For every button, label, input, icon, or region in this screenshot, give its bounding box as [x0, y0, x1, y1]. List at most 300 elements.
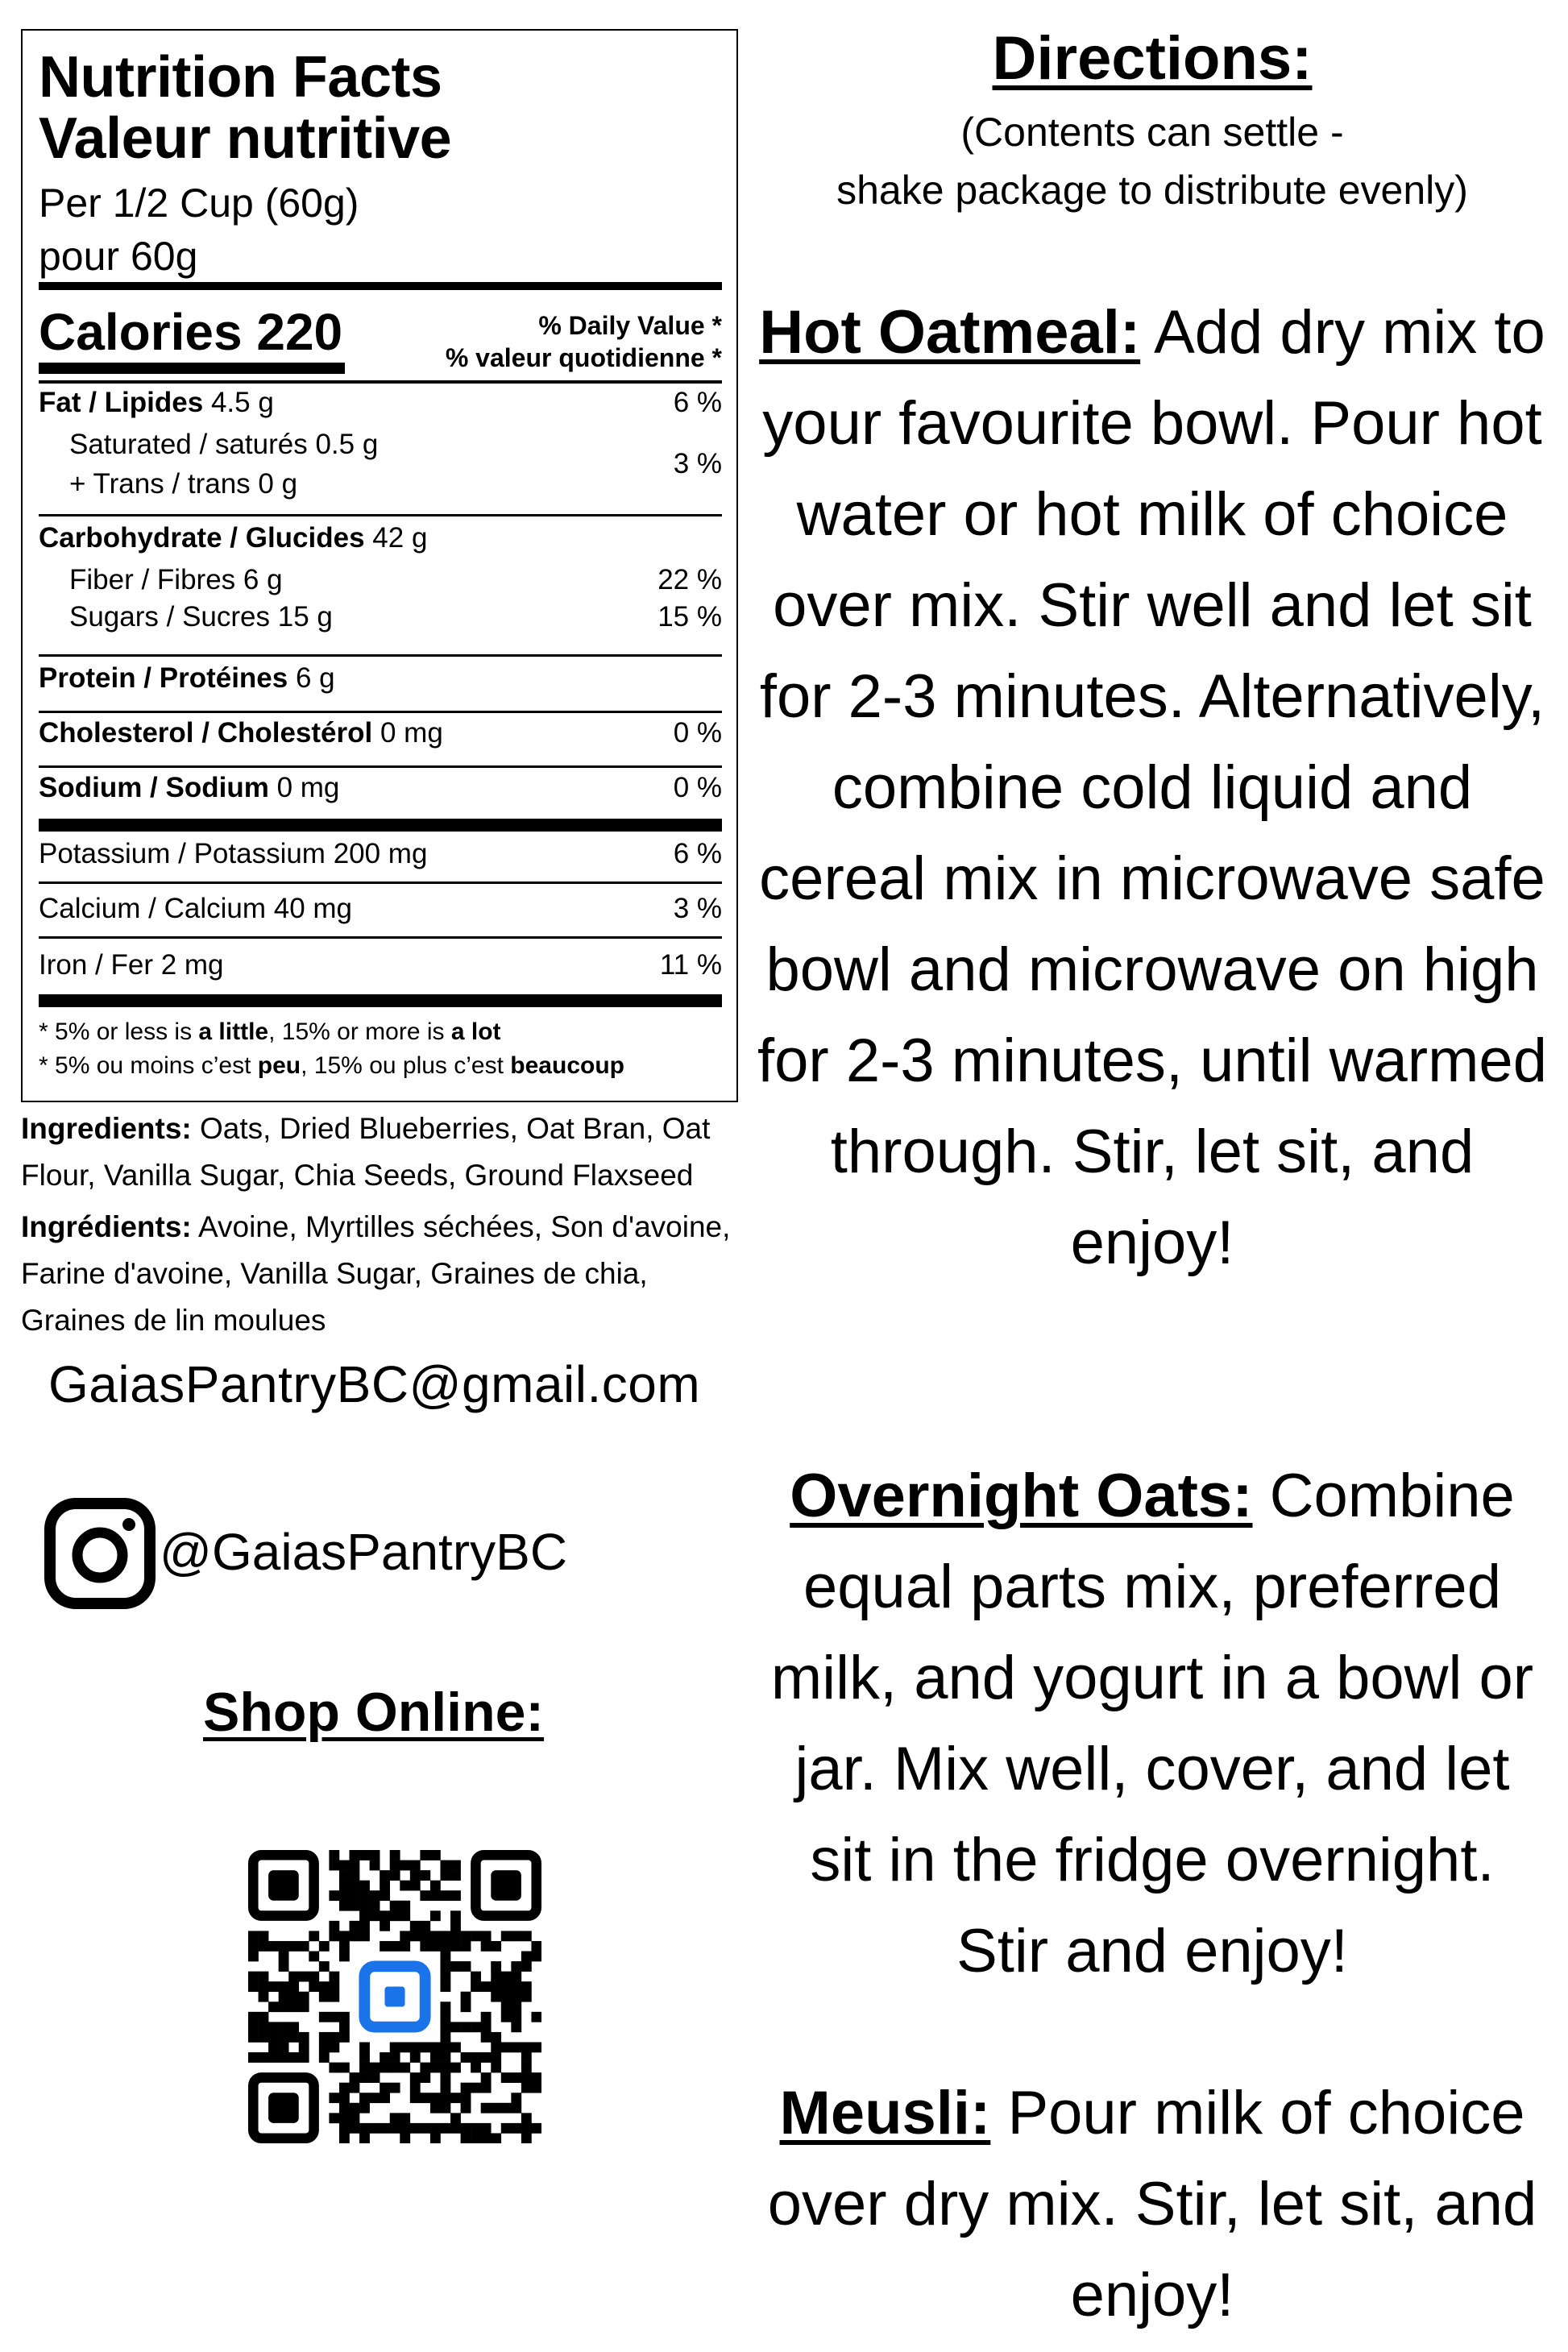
qr-module	[440, 2072, 450, 2083]
qr-module	[491, 2133, 501, 2143]
qr-module	[339, 2012, 350, 2022]
overnight-oats-paragraph	[757, 1450, 1547, 1997]
qr-module	[248, 2012, 259, 2022]
instagram-handle[interactable]: @GaiasPantryBC	[160, 1523, 568, 1581]
qr-module	[461, 2103, 471, 2113]
qr-module	[319, 2032, 330, 2043]
qr-module	[410, 1931, 421, 1941]
iron-label: Iron / Fer 2 mg	[39, 949, 224, 981]
qr-module	[279, 1941, 289, 1952]
qr-module	[430, 1910, 441, 1921]
qr-module	[319, 1941, 330, 1952]
chol-pct: 0 %	[673, 717, 722, 749]
qr-module	[259, 1981, 269, 1992]
qr-module	[309, 1931, 319, 1941]
qr-module	[501, 2103, 512, 2113]
qr-module	[531, 2123, 541, 2134]
qr-module	[531, 2042, 541, 2052]
qr-module	[410, 2052, 421, 2063]
qr-module	[350, 2113, 360, 2123]
qr-finder-pattern	[475, 1855, 536, 1915]
qr-module	[410, 2083, 421, 2093]
qr-module	[440, 2123, 450, 2134]
qr-module	[511, 2093, 521, 2103]
qr-module	[450, 1870, 461, 1881]
qr-module	[481, 1931, 492, 1941]
contact-email[interactable]: GaiasPantryBC@gmail.com	[48, 1355, 701, 1413]
chol-label: Cholesterol / Cholestérol	[39, 717, 373, 749]
qr-module	[420, 2123, 430, 2134]
qr-module	[268, 1981, 279, 1992]
qr-module	[531, 1941, 541, 1952]
divider-thick	[39, 819, 722, 832]
qr-module	[339, 1860, 350, 1871]
qr-module	[521, 1931, 532, 1941]
qr-module	[491, 1972, 501, 1982]
serving-size-en: Per 1/2 Cup (60g)	[39, 180, 359, 226]
qr-module	[400, 2042, 410, 2052]
qr-module	[329, 1972, 339, 1982]
qr-module	[339, 1941, 350, 1952]
qr-module	[511, 2042, 521, 2052]
qr-module	[430, 2123, 441, 2134]
qr-module	[410, 2093, 421, 2103]
qr-module	[521, 2133, 532, 2143]
footnote-en-text: * 5% or less is	[39, 1018, 199, 1045]
qr-module	[380, 2052, 390, 2063]
qr-module	[339, 2133, 350, 2143]
footnote-en-bold: a lot	[450, 1018, 501, 1045]
qr-module	[440, 1952, 450, 1962]
qr-module	[390, 2083, 400, 2093]
qr-module	[299, 1972, 309, 1982]
qr-module	[248, 1931, 259, 1941]
footnote-fr-bold: beaucoup	[510, 1052, 624, 1079]
qr-module	[329, 1860, 339, 1871]
qr-module	[359, 2133, 370, 2143]
qr-module	[248, 2052, 259, 2063]
protein-amount: 6 g	[295, 662, 335, 694]
qr-module	[380, 1870, 390, 1881]
qr-module	[501, 1931, 512, 1941]
qr-module	[268, 1941, 279, 1952]
qr-module	[339, 2113, 350, 2123]
qr-module	[299, 1941, 309, 1952]
meusli-label: Meusli:	[779, 2079, 991, 2147]
qr-module	[481, 1981, 492, 1992]
footnote-fr-bold: peu	[257, 1052, 301, 1079]
divider	[39, 514, 722, 516]
footnote-en-text: , 15% or more is	[268, 1018, 451, 1045]
qr-module	[501, 1992, 512, 2002]
qr-module	[380, 1881, 390, 1891]
qr-module	[268, 2022, 279, 2032]
qr-module	[430, 2103, 441, 2113]
qr-module	[420, 1870, 430, 1881]
qr-module	[309, 1981, 319, 1992]
qr-module	[268, 2001, 279, 2012]
qr-module	[370, 1860, 380, 1871]
qr-module	[430, 1850, 441, 1860]
qr-module	[319, 2042, 330, 2052]
qr-module	[440, 2001, 450, 2012]
qr-module	[531, 2012, 541, 2022]
qr-module	[511, 1992, 521, 2002]
fiber-pct: 22 %	[657, 564, 722, 595]
qr-module	[471, 1931, 481, 1941]
qr-module	[350, 1881, 360, 1891]
qr-module	[380, 2123, 390, 2134]
divider-thick	[39, 994, 722, 1007]
qr-module	[299, 2032, 309, 2043]
qr-module	[339, 1870, 350, 1881]
qr-module	[299, 2052, 309, 2063]
qr-module	[350, 1850, 360, 1860]
qr-module	[450, 2042, 461, 2052]
qr-module	[390, 2123, 400, 2134]
qr-module	[481, 2022, 492, 2032]
footnote-fr	[39, 1049, 624, 1083]
qr-module	[481, 2103, 492, 2113]
qr-module	[350, 1870, 360, 1881]
qr-module	[329, 1850, 339, 1860]
calories-label: Calories 220	[39, 303, 343, 361]
hot-oatmeal-text: Add dry mix to your favourite bowl. Pour hot water or hot milk of choice over mix. Stir well and let sit for 2-3 minutes. Alternatively, combine cold liquid and cereal mix in microwave safe bowl and microwave on high for 2-3 minutes, until warmed through. Stir, let sit, and enjoy!	[757, 298, 1547, 1277]
qr-module	[359, 2103, 370, 2113]
ingredients-en-label: Ingredients:	[21, 1112, 192, 1145]
qr-module	[359, 2063, 370, 2073]
qr-module	[481, 2032, 492, 2043]
qr-module	[288, 2052, 299, 2063]
qr-module	[461, 2093, 471, 2103]
qr-module	[329, 1992, 339, 2002]
daily-value-header-fr: % valeur quotidienne *	[445, 343, 722, 372]
qr-module	[481, 2012, 492, 2022]
qr-module	[511, 2103, 521, 2113]
qr-module	[329, 1931, 339, 1941]
qr-module	[350, 1901, 360, 1911]
ingredients-en-text: Oats, Dried Blueberries, Oat Bran, Oat Flour, Vanilla Sugar, Chia Seeds, Ground Flaxseed	[21, 1112, 711, 1192]
fat-row	[39, 385, 722, 421]
qr-module	[288, 1941, 299, 1952]
qr-module	[471, 2052, 481, 2063]
qr-module	[350, 2072, 360, 2083]
qr-module	[501, 1972, 512, 1982]
saturated-row: Saturated / saturés 0.5 g	[69, 429, 379, 460]
qr-module	[420, 2072, 430, 2083]
qr-module	[339, 1901, 350, 1911]
qr-module	[481, 2123, 492, 2134]
qr-module	[481, 2072, 492, 2083]
qr-module	[248, 1972, 259, 1982]
potassium-row	[39, 836, 722, 872]
qr-module	[380, 1890, 390, 1901]
qr-module	[350, 2103, 360, 2113]
divider	[39, 881, 722, 884]
qr-module	[420, 2063, 430, 2073]
sat-trans-pct: 3 %	[673, 448, 722, 479]
qr-module	[329, 1890, 339, 1901]
qr-module	[511, 1961, 521, 1972]
qr-module	[279, 2052, 289, 2063]
qr-module	[390, 2042, 400, 2052]
qr-module	[350, 2123, 360, 2134]
potassium-pct: 6 %	[673, 838, 722, 869]
qr-module	[501, 2123, 512, 2134]
qr-module	[450, 1860, 461, 1871]
qr-module	[521, 2113, 532, 2123]
qr-module	[319, 1961, 330, 1972]
qr-module	[450, 2123, 461, 2134]
fat-pct: 6 %	[673, 387, 722, 418]
qr-module	[501, 2001, 512, 2012]
nutrition-facts-panel	[21, 29, 738, 1102]
sugars-label: Sugars / Sucres 15 g	[69, 601, 333, 633]
trans-row: + Trans / trans 0 g	[69, 468, 298, 500]
qr-module	[430, 2052, 441, 2063]
qr-module	[531, 2072, 541, 2083]
qr-module	[259, 1931, 269, 1941]
qr-module	[521, 1992, 532, 2002]
qr-module	[430, 2063, 441, 2073]
qr-module	[430, 1941, 441, 1952]
qr-module	[471, 2063, 481, 2073]
qr-module	[521, 2042, 532, 2052]
qr-module	[420, 1921, 430, 1931]
qr-module	[491, 1941, 501, 1952]
qr-module	[440, 1870, 450, 1881]
qr-module	[430, 2093, 441, 2103]
qr-module	[268, 2042, 279, 2052]
qr-module	[390, 2052, 400, 2063]
qr-module	[279, 1981, 289, 1992]
qr-module	[359, 1901, 370, 1911]
qr-module	[329, 2093, 339, 2103]
qr-module	[400, 1901, 410, 1911]
qr-module	[390, 1860, 400, 1871]
qr-module	[430, 1881, 441, 1891]
qr-module	[400, 2123, 410, 2134]
qr-module	[248, 1952, 259, 1962]
daily-value-header-en: % Daily Value *	[538, 311, 722, 340]
qr-module	[440, 1860, 450, 1871]
sodium-pct: 0 %	[673, 772, 722, 803]
qr-module	[339, 2123, 350, 2134]
qr-module	[471, 2022, 481, 2032]
qr-module	[501, 2012, 512, 2022]
divider	[39, 380, 722, 384]
qr-module	[400, 1881, 410, 1891]
directions-title: Directions:	[992, 24, 1313, 93]
sodium-row	[39, 770, 722, 806]
qr-module	[380, 1910, 390, 1921]
qr-module	[268, 2052, 279, 2063]
qr-module	[329, 2113, 339, 2123]
qr-module	[450, 1890, 461, 1901]
carb-amount: 42 g	[372, 522, 428, 554]
qr-module	[461, 1992, 471, 2002]
qr-module	[501, 1981, 512, 1992]
qr-module	[339, 2022, 350, 2032]
qr-module	[410, 1860, 421, 1871]
qr-module	[511, 2001, 521, 2012]
qr-module	[370, 2072, 380, 2083]
qr-module	[501, 2042, 512, 2052]
calcium-row	[39, 891, 722, 927]
qr-module	[319, 1981, 330, 1992]
fiber-row	[69, 562, 722, 598]
qr-module	[390, 1910, 400, 1921]
qr-module	[521, 2123, 532, 2134]
meusli-paragraph	[757, 2068, 1547, 2341]
carb-label: Carbohydrate / Glucides	[39, 522, 365, 554]
qr-center-logo	[364, 1966, 425, 2026]
ingredients-fr-text: Avoine, Myrtilles séchées, Son d'avoine, Farine d'avoine, Vanilla Sugar, Graines de chia, Graines de lin moulues	[21, 1210, 731, 1337]
qr-module	[309, 1952, 319, 1962]
qr-module	[440, 2012, 450, 2022]
qr-module	[259, 2032, 269, 2043]
calcium-label: Calcium / Calcium 40 mg	[39, 893, 352, 924]
qr-module	[350, 2083, 360, 2093]
qr-module	[440, 2083, 450, 2093]
qr-module	[440, 2022, 450, 2032]
qr-module	[400, 2113, 410, 2123]
qr-module	[329, 1981, 339, 1992]
qr-code[interactable]	[248, 1850, 541, 2143]
qr-module	[531, 2083, 541, 2093]
qr-module	[461, 2022, 471, 2032]
qr-module	[279, 1952, 289, 1962]
qr-module	[410, 1881, 421, 1891]
qr-module	[501, 2072, 512, 2083]
meusli-text: Pour milk of choice over dry mix. Stir, let sit, and enjoy!	[767, 2079, 1537, 2329]
qr-module	[450, 1910, 461, 1921]
sugars-pct: 15 %	[657, 601, 722, 633]
footnote-en-bold: a little	[198, 1018, 269, 1045]
qr-module	[410, 1870, 421, 1881]
qr-module	[450, 2093, 461, 2103]
potassium-label: Potassium / Potassium 200 mg	[39, 838, 428, 869]
qr-module	[410, 2042, 421, 2052]
qr-module	[279, 2001, 289, 2012]
qr-module	[319, 2012, 330, 2022]
overnight-oats-text: Combine equal parts mix, preferred milk, and yogurt in a bowl or jar. Mix well, cover, and let sit in the fridge overnight. Stir and enjoy!	[770, 1462, 1534, 1985]
qr-module	[390, 1850, 400, 1860]
qr-module	[350, 1860, 360, 1871]
iron-pct: 11 %	[659, 949, 722, 981]
qr-module	[390, 2113, 400, 2123]
qr-module	[288, 2032, 299, 2043]
protein-label: Protein / Protéines	[39, 662, 288, 694]
qr-module	[450, 1961, 461, 1972]
ingredients-fr	[21, 1204, 746, 1344]
qr-module	[390, 1870, 400, 1881]
qr-module	[430, 1931, 441, 1941]
protein-row	[39, 661, 722, 696]
qr-module	[491, 2032, 501, 2043]
qr-module	[288, 1981, 299, 1992]
footnote-fr-text: * 5% ou moins c’est	[39, 1052, 258, 1079]
qr-module	[339, 2093, 350, 2103]
qr-module	[450, 2022, 461, 2032]
qr-module	[350, 1890, 360, 1901]
qr-module	[481, 2052, 492, 2063]
qr-module	[390, 2063, 400, 2073]
iron-row	[39, 948, 722, 983]
qr-module	[521, 1981, 532, 1992]
qr-module	[450, 1921, 461, 1931]
sodium-amount: 0 mg	[276, 772, 340, 803]
qr-module	[268, 2032, 279, 2043]
qr-module	[511, 1972, 521, 1982]
qr-module	[461, 2001, 471, 2012]
qr-module	[359, 1910, 370, 1921]
qr-module	[359, 1931, 370, 1941]
qr-module	[481, 2083, 492, 2093]
qr-module	[521, 2072, 532, 2083]
qr-module	[461, 2083, 471, 2093]
qr-module	[259, 1992, 269, 2002]
qr-module	[319, 1992, 330, 2002]
qr-module	[299, 2042, 309, 2052]
qr-module	[531, 1952, 541, 1962]
qr-module	[440, 2063, 450, 2073]
qr-module	[440, 1981, 450, 1992]
shop-online-heading: Shop Online:	[203, 1682, 545, 1743]
qr-module	[359, 1850, 370, 1860]
qr-module	[359, 1921, 370, 1931]
qr-module	[309, 1972, 319, 1982]
calcium-pct: 3 %	[673, 893, 722, 924]
qr-module	[370, 2123, 380, 2134]
qr-module	[440, 2032, 450, 2043]
directions-note-1: (Contents can settle -	[960, 110, 1344, 155]
qr-module	[339, 1931, 350, 1941]
sodium-label: Sodium / Sodium	[39, 772, 269, 803]
qr-module	[420, 1890, 430, 1901]
fiber-label: Fiber / Fibres 6 g	[69, 564, 283, 595]
qr-module	[491, 1981, 501, 1992]
qr-module	[370, 1890, 380, 1901]
qr-module	[440, 2093, 450, 2103]
qr-module	[370, 1850, 380, 1860]
qr-module	[359, 2123, 370, 2134]
qr-module	[461, 1941, 471, 1952]
directions-note-2: shake package to distribute evenly)	[836, 168, 1468, 213]
qr-module	[259, 1972, 269, 1982]
fat-amount: 4.5 g	[210, 387, 274, 418]
qr-module	[400, 1910, 410, 1921]
qr-module	[440, 2052, 450, 2063]
qr-module	[380, 2083, 390, 2093]
divider	[39, 936, 722, 939]
qr-module	[461, 2133, 471, 2143]
qr-module	[461, 1931, 471, 1941]
qr-module	[420, 2042, 430, 2052]
footnote-fr-text: , 15% ou plus c’est	[301, 1052, 511, 1079]
overnight-oats-label: Overnight Oats:	[790, 1462, 1253, 1530]
qr-module	[471, 1972, 481, 1982]
qr-module	[440, 2042, 450, 2052]
qr-module	[440, 2103, 450, 2113]
qr-module	[259, 1941, 269, 1952]
serving-size-fr: pour 60g	[39, 234, 198, 279]
qr-module	[430, 2042, 441, 2052]
qr-module	[511, 2012, 521, 2022]
qr-module	[461, 2052, 471, 2063]
qr-module	[420, 1931, 430, 1941]
qr-module	[259, 2012, 269, 2022]
